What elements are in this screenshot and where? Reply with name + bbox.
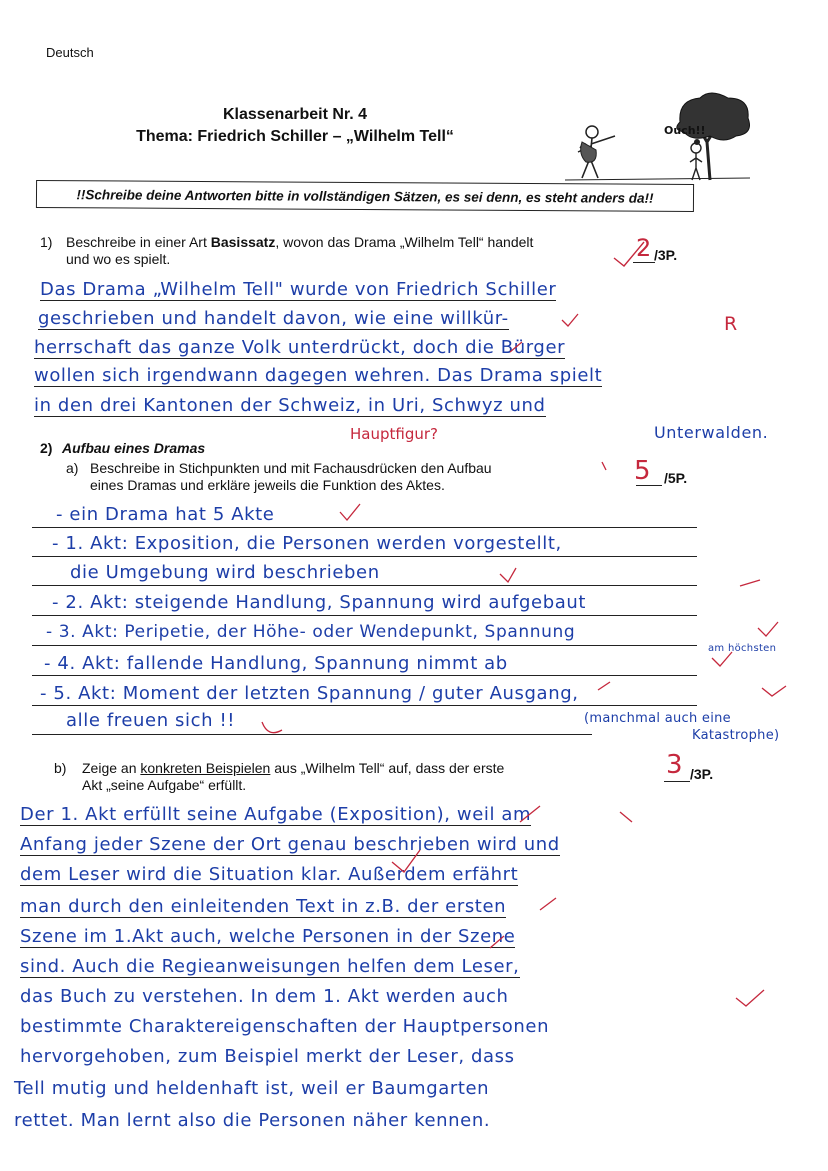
q2a-max-points: /5P. <box>664 470 688 486</box>
q2-heading: Aufbau eines Dramas <box>62 440 206 456</box>
subject-label: Deutsch <box>46 45 94 60</box>
q2b-answer-line: dem Leser wird die Situation klar. Außerdem erfährt <box>20 864 519 885</box>
q2a-text: Beschreibe in Stichpunkten und mit Fachausdrücken den Aufbau eines Dramas und erkläre jeweils die Funktion des Aktes. <box>90 460 492 493</box>
q2b-max-points: /3P. <box>690 766 714 782</box>
q2b-answer-line: Szene im 1.Akt auch, welche Personen in der Szene <box>20 926 516 947</box>
q2a-answer-note: am höchsten <box>708 643 777 654</box>
q2b-label: b) <box>54 760 67 776</box>
q2b-text: Zeige an konkreten Beispielen aus „Wilhelm Tell“ auf, dass der erste Akt „seine Aufgabe“ erfüllt. <box>82 760 505 793</box>
q2-number: 2) <box>40 440 53 456</box>
q2a-answer-line: - 2. Akt: steigende Handlung, Spannung wird aufgebaut <box>52 592 587 613</box>
q2b-answer-line: Anfang jeder Szene der Ort genau beschrieben wird und <box>20 834 560 855</box>
q2a-answer-line: - 4. Akt: fallende Handlung, Spannung nimmt ab <box>44 653 508 674</box>
exam-title: Klassenarbeit Nr. 4 <box>222 106 368 123</box>
q1-answer-line: wollen sich irgendwann dagegen wehren. Das Drama spielt <box>34 365 603 386</box>
q2b-answer-line: rettet. Man lernt also die Personen näher kennen. <box>14 1110 491 1131</box>
q2a-answer-line: - 1. Akt: Exposition, die Personen werden vorgestellt, <box>52 533 562 554</box>
q1-answer-line: herrschaft das ganze Volk unterdrückt, doch die Bürger <box>34 337 566 358</box>
q2a-answer-note: (manchmal auch eine <box>584 711 731 726</box>
q2a-answer-note: Katastrophe) <box>692 728 780 743</box>
q2b-answer-line: das Buch zu verstehen. In dem 1. Akt werden auch <box>20 986 509 1007</box>
q2b-answer-line: man durch den einleitenden Text in z.B. der ersten <box>20 896 507 917</box>
q1-answer-line: Unterwalden. <box>654 423 769 442</box>
instruction-text: !!Schreibe deine Antworten bitte in vollständigen Sätzen, es sei denn, es steht anders da!! <box>76 186 654 206</box>
q2b-answer-line: Der 1. Akt erfüllt seine Aufgabe (Exposition), weil am <box>20 804 532 825</box>
q1-correction-mark: R <box>724 313 738 335</box>
q1-answer-line: in den drei Kantonen der Schweiz, in Uri, Schwyz und <box>34 395 546 416</box>
q2a-label: a) <box>66 460 79 476</box>
exam-topic: Thema: Friedrich Schiller – „Wilhelm Tell“ <box>136 128 454 145</box>
q2b-answer-line: Tell mutig und heldenhaft ist, weil er Baumgarten <box>14 1078 490 1099</box>
q2a-answer-line: - ein Drama hat 5 Akte <box>56 504 275 525</box>
q2a-answer-line: die Umgebung wird beschrieben <box>70 562 380 583</box>
q2a-score: 5 <box>634 456 651 486</box>
q1-max-points: /3P. <box>654 247 678 263</box>
q1-answer-line: geschrieben und handelt davon, wie eine willkür- <box>38 308 509 329</box>
q1-number: 1) <box>40 234 53 250</box>
q2b-answer-line: sind. Auch die Regieanweisungen helfen dem Leser, <box>20 956 520 977</box>
q2a-answer-line: - 3. Akt: Peripetie, der Höhe- oder Wendepunkt, Spannung <box>46 622 576 642</box>
q2b-answer-line: hervorgehoben, zum Beispiel merkt der Leser, dass <box>20 1046 515 1067</box>
q2a-answer-line: - 5. Akt: Moment der letzten Spannung / guter Ausgang, <box>40 683 579 704</box>
q2a-answer-line: alle freuen sich !! <box>66 710 236 731</box>
q2b-answer-line: bestimmte Charaktereigenschaften der Hauptpersonen <box>20 1016 550 1037</box>
q2b-score: 3 <box>666 750 683 780</box>
q1-answer-line: Das Drama „Wilhelm Tell" wurde von Friedrich Schiller <box>40 279 557 300</box>
q1-text: Beschreibe in einer Art Basissatz, wovon das Drama „Wilhelm Tell“ handelt und wo es spielt. <box>66 234 534 267</box>
ouch-text: Ouch!! <box>664 124 706 137</box>
q1-score: 2 <box>636 234 652 262</box>
q1-teacher-comment: Hauptfigur? <box>350 425 438 443</box>
